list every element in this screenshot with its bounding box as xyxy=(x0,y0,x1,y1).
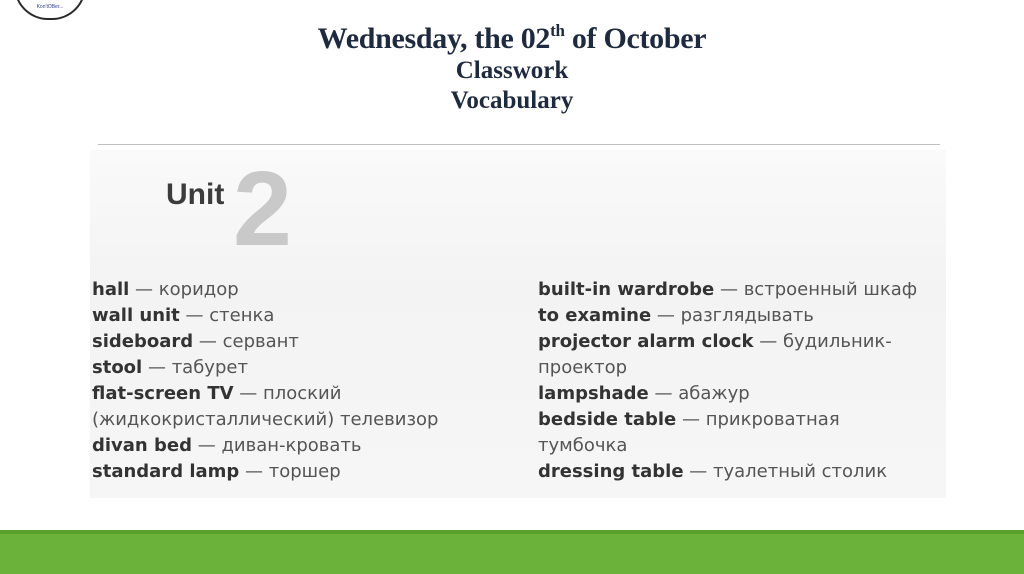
vocab-entry-continuation xyxy=(538,433,943,459)
vocab-dash: — xyxy=(233,383,263,404)
vocabulary-list-left xyxy=(92,277,522,485)
vocabulary-list-right xyxy=(538,277,943,485)
unit-number: 2 xyxy=(233,150,292,268)
title-divider xyxy=(98,144,940,145)
vocab-translation: торшер xyxy=(268,461,341,482)
vocab-term: stool xyxy=(92,357,143,378)
vocab-entry xyxy=(538,303,943,329)
footer-accent-line xyxy=(0,530,1024,534)
classwork-heading: Classwork xyxy=(455,57,569,84)
vocab-translation: будильник- xyxy=(782,331,892,352)
vocab-term: to examine xyxy=(538,305,652,326)
vocab-term: hall xyxy=(92,279,130,300)
date-tail: of October xyxy=(564,22,707,55)
vocab-dash: — xyxy=(753,331,783,352)
vocab-term: standard lamp xyxy=(92,461,240,482)
vocab-term: dressing table xyxy=(538,461,684,482)
vocabulary-heading: Vocabulary xyxy=(450,87,574,114)
vocab-dash: — xyxy=(683,461,713,482)
vocab-entry xyxy=(92,355,522,381)
vocab-translation: проектор xyxy=(538,357,628,378)
vocab-term: lampshade xyxy=(538,383,649,404)
vocab-term: built-in wardrobe xyxy=(538,279,715,300)
vocab-term: wall unit xyxy=(92,305,180,326)
vocab-dash: — xyxy=(648,383,679,404)
vocab-dash: — xyxy=(129,279,159,300)
vocab-dash: — xyxy=(192,435,222,456)
vocab-translation: абажур xyxy=(678,383,750,404)
logo xyxy=(14,0,86,20)
vocab-entry xyxy=(538,329,943,355)
vocab-translation: тумбочка xyxy=(538,435,628,456)
vocab-translation: (жидкокристаллический) телевизор xyxy=(92,409,439,430)
vocab-term: divan bed xyxy=(92,435,192,456)
vocab-translation: сервант xyxy=(222,331,299,352)
vocab-term: bedside table xyxy=(538,409,677,430)
vocab-translation: диван-кровать xyxy=(221,435,362,456)
vocab-entry xyxy=(92,381,522,407)
vocab-entry xyxy=(92,277,522,303)
vocab-translation: коридор xyxy=(158,279,239,300)
slide-title xyxy=(0,22,1024,113)
vocab-translation: табурет xyxy=(171,357,248,378)
vocab-entry xyxy=(538,381,943,407)
vocab-translation: туалетный столик xyxy=(713,461,888,482)
vocab-dash: — xyxy=(239,461,269,482)
date-heading xyxy=(0,22,1024,54)
date-superscript: th xyxy=(550,21,565,40)
vocab-translation: прикроватная xyxy=(705,409,840,430)
vocab-translation: встроенный шкаф xyxy=(743,279,918,300)
textbook-scan xyxy=(90,150,946,498)
vocab-entry xyxy=(92,303,522,329)
vocab-dash: — xyxy=(179,305,210,326)
vocab-entry-continuation xyxy=(92,407,522,433)
vocab-dash: — xyxy=(714,279,744,300)
vocab-entry xyxy=(538,459,943,485)
vocab-term: projector alarm clock xyxy=(538,331,754,352)
vocab-translation: плоский xyxy=(262,383,342,404)
vocab-dash: — xyxy=(676,409,706,430)
vocab-dash: — xyxy=(651,305,681,326)
footer-bar xyxy=(0,530,1024,574)
vocab-term: sideboard xyxy=(92,331,194,352)
vocab-entry xyxy=(92,459,522,485)
vocab-translation: разглядывать xyxy=(680,305,814,326)
vocab-entry xyxy=(92,329,522,355)
unit-label: Unit xyxy=(166,178,225,211)
vocab-dash: — xyxy=(193,331,223,352)
vocab-translation: стенка xyxy=(209,305,275,326)
vocab-dash: — xyxy=(142,357,172,378)
vocab-term: flat-screen TV xyxy=(92,383,234,404)
vocab-entry xyxy=(538,407,943,433)
logo-text: Kon'tOBer... xyxy=(36,4,64,10)
vocab-entry xyxy=(92,433,522,459)
date-main: Wednesday, the 02 xyxy=(317,22,551,55)
vocab-entry-continuation xyxy=(538,355,943,381)
vocab-entry xyxy=(538,277,943,303)
